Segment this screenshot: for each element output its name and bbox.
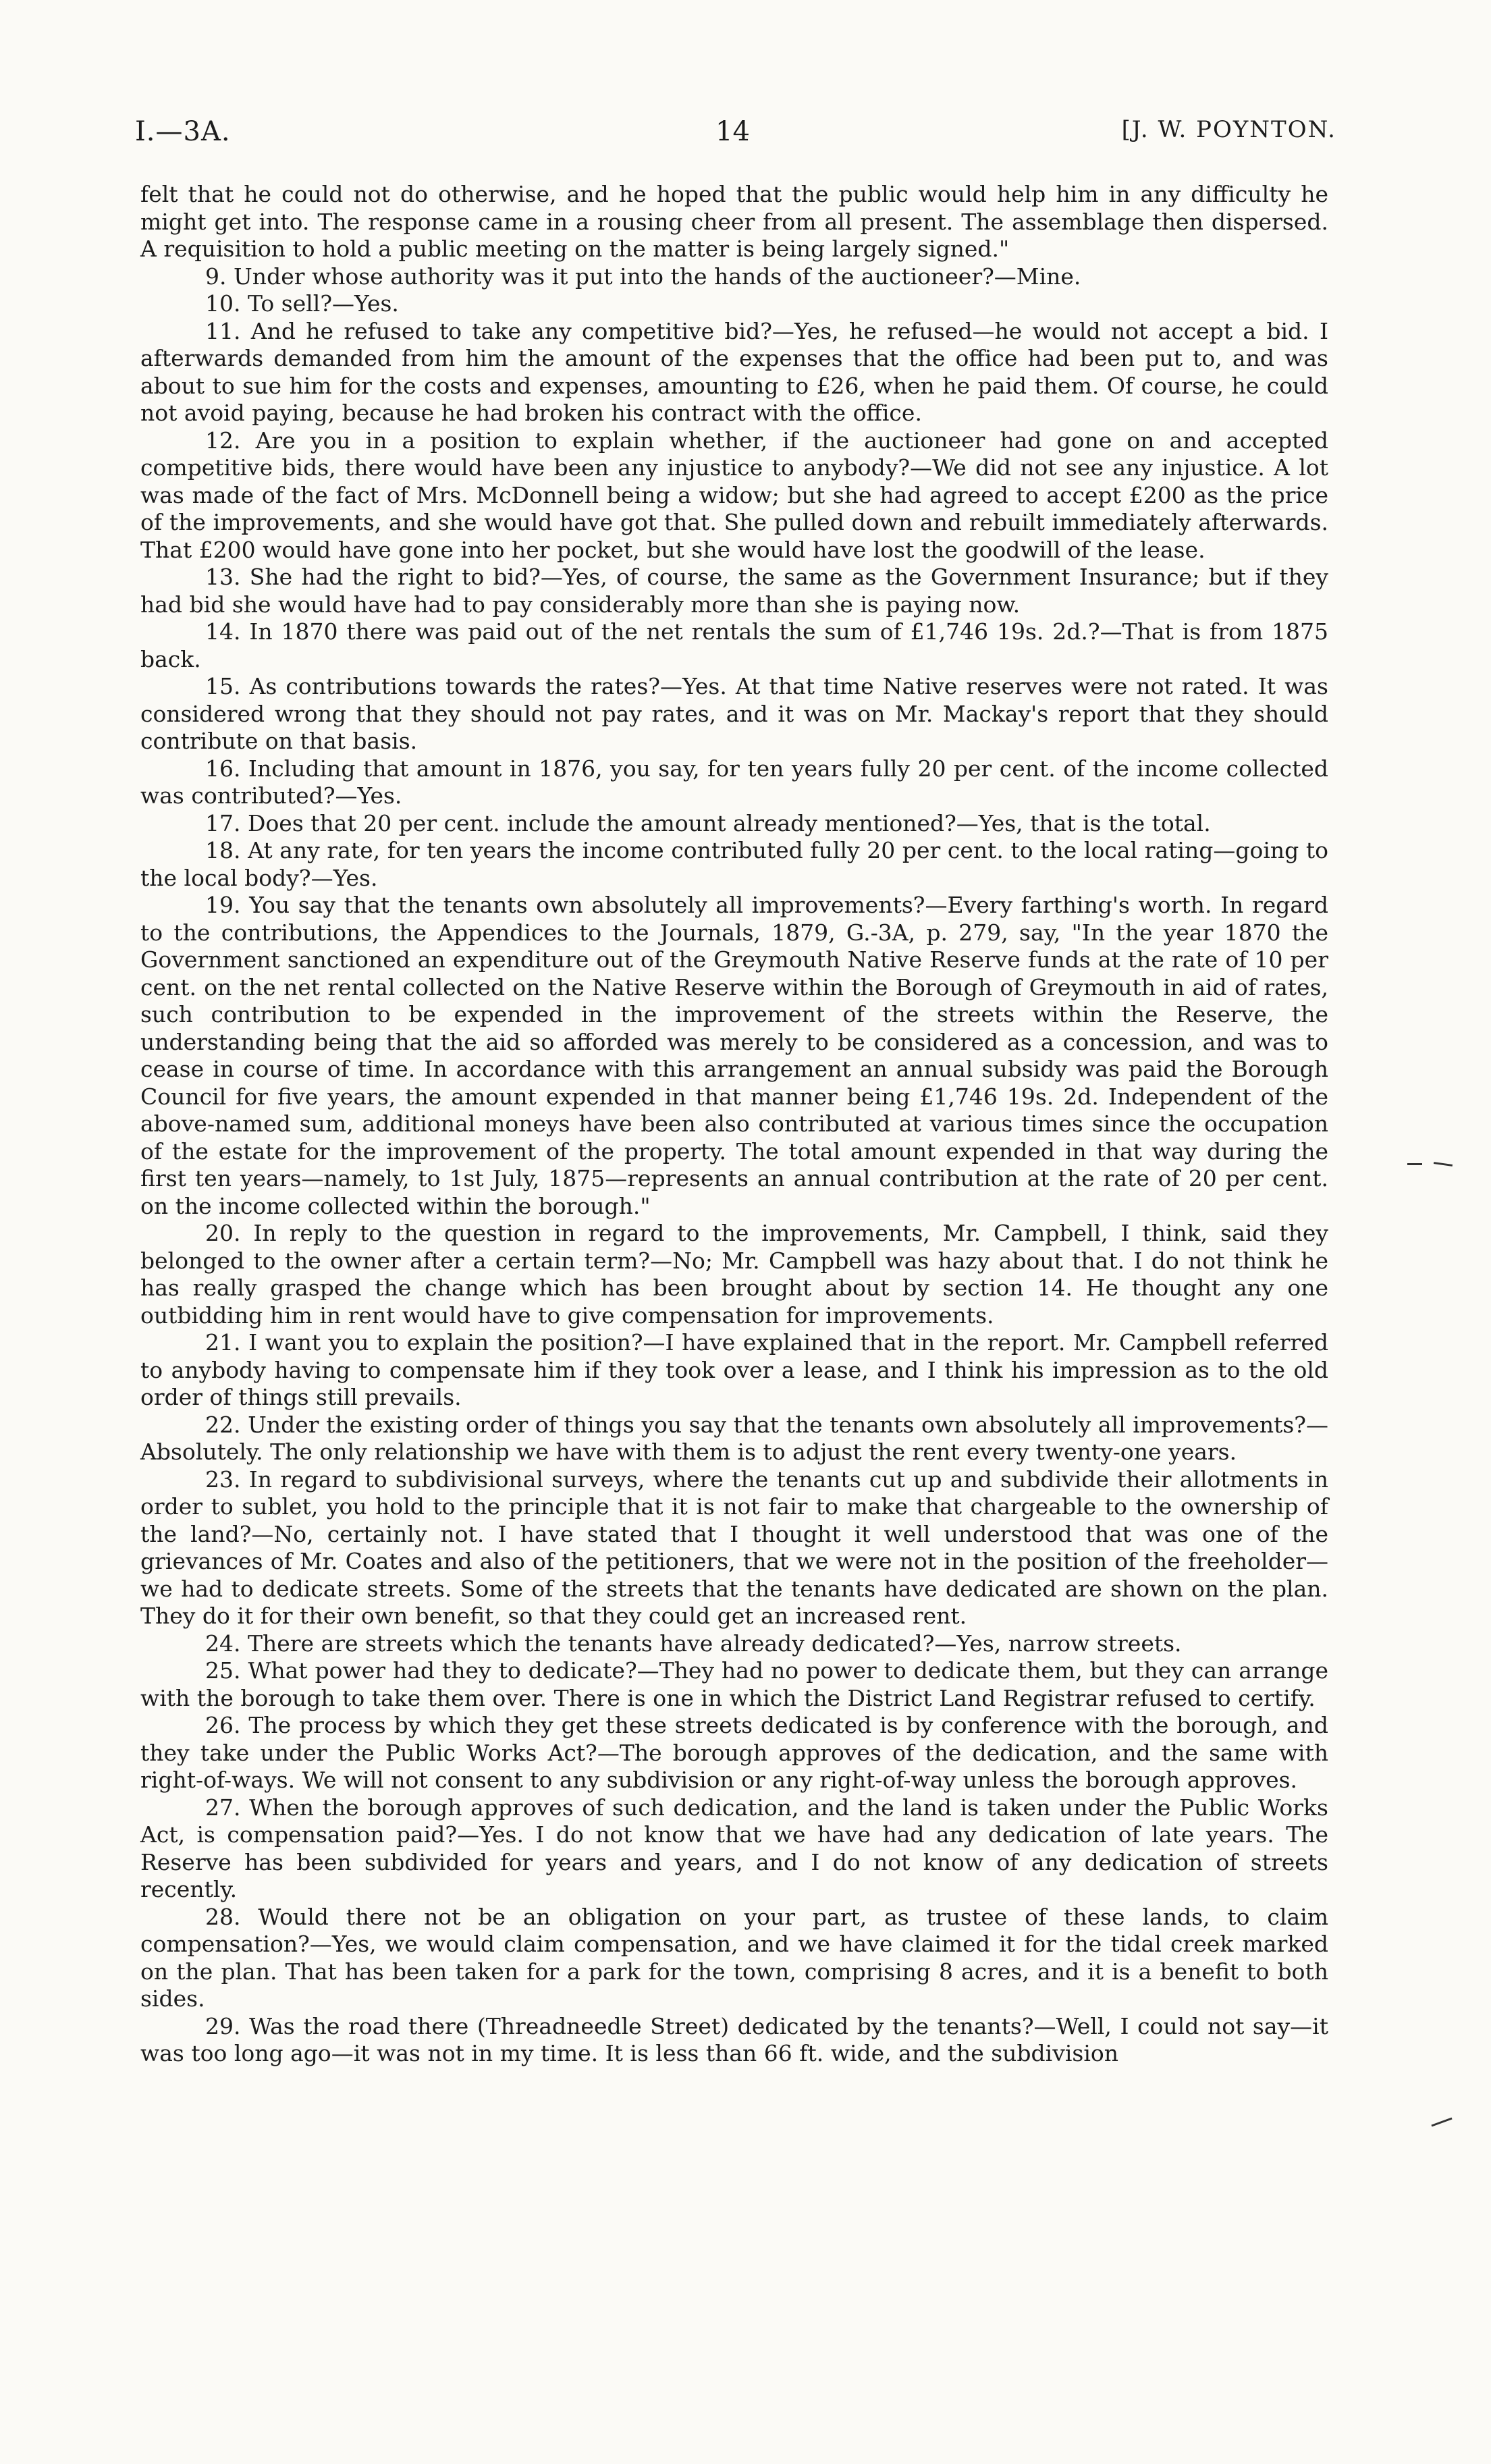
question-number: 25. [205, 1657, 241, 1684]
question-paragraph [140, 1630, 1328, 1658]
question-paragraph [140, 2013, 1328, 2068]
question-number: 14. [205, 618, 241, 645]
question-text: In regard to subdivisional surveys, where the tenants cut up and subdivide their allotments in order to sublet, you hold to the principle that it is not fair to make that chargeable to the ownership of the land?—No, certainly not. I have stated that I thought it well understood that was one of the grievances of Mr. Coates and also of the petitioners, that we were not in the position of the freeholder—we had to dedicate streets. Some of the streets that the tenants have dedicated are shown on the plan. They do it for their own benefit, so that they could get an increased rent. [140, 1466, 1328, 1629]
page-number: 14 [715, 116, 750, 147]
question-number: 9. [205, 263, 227, 290]
question-paragraph [140, 1412, 1328, 1466]
question-text: Under the existing order of things you say that the tenants own absolutely all improvements?—Absolutely. The only relationship we have with them is to adjust the rent every twenty-one years. [140, 1411, 1328, 1465]
question-paragraph [140, 892, 1328, 1220]
question-paragraph [140, 837, 1328, 892]
question-number: 13. [205, 564, 241, 590]
question-number: 26. [205, 1712, 241, 1738]
witness-name: [J. W. POYNTON. [1121, 116, 1336, 143]
question-paragraph [140, 810, 1328, 838]
question-text: I want you to explain the position?—I have explained that in the report. Mr. Campbell referred to anybody having to compensate him if they took over a lease, and I think his impression as to the old order of things still prevails. [140, 1329, 1328, 1410]
parliamentary-paper-reference: I.—3A. [135, 116, 231, 147]
margin-mark [1434, 1162, 1453, 1167]
question-text: When the borough approves of such dedication, and the land is taken under the Public Works Act, is compensation paid?—Yes. I do not know that we have had any dedication of late years. The Reserve has been subdivided for years and years, and I do not know of any dedication of streets recently. [140, 1794, 1328, 1902]
question-text: What power had they to dedicate?—They had no power to dedicate them, but they can arrange with the borough to take them over. There is one in which the District Land Registrar refused to certify. [140, 1657, 1328, 1711]
question-number: 17. [205, 809, 241, 836]
question-paragraph [140, 290, 1328, 318]
question-number: 29. [205, 2012, 241, 2039]
question-paragraph [140, 1329, 1328, 1412]
question-number: 28. [205, 1903, 241, 1930]
question-number: 22. [205, 1411, 241, 1438]
page-header [135, 116, 1336, 157]
question-paragraph [140, 1794, 1328, 1904]
question-number: 11. [205, 317, 241, 344]
question-number: 20. [205, 1220, 241, 1246]
question-text: Under whose authority was it put into the hands of the auctioneer?—Mine. [234, 263, 1081, 290]
question-text: In reply to the question in regard to the improvements, Mr. Campbell, I think, said they belonged to the owner after a certain term?—No; Mr. Campbell was hazy about that. I do not think he has really grasped the change which has been brought about by section 14. He thought any one outbidding him in rent would have to give compensation for improvements. [140, 1220, 1328, 1329]
question-text: You say that the tenants own absolutely all improvements?—Every farthing's worth. In regard to the contributions, the Appendices to the Journals, 1879, G.-3A, p. 279, say, "In the year 1870 the Government sanctioned an expenditure out of the Greymouth Native Reserve funds at the rate of 10 per cent. on the net rental collected on the Native Reserve within the Borough of Greymouth in aid of rates, such contribution to be expended in the improvement of the streets within the Reserve, the understanding being that the aid so afforded was merely to be considered as a concession, and was to cease in course of time. In accordance with this arrangement an annual subsidy was paid the Borough Council for five years, the amount expended in that manner being £1,746 19s. 2d. Independent of the above-named sum, additional moneys have been also contributed at various times since the occupation of the estate for the improvement of the property. The total amount expended in that way during the first ten years—namely, to 1st July, 1875—represents an annual contribution at the rate of 20 per cent. on the income collected within the borough." [140, 892, 1328, 1219]
question-text: Was the road there (Threadneedle Street) dedicated by the tenants?—Well, I could not say—it was too long ago—it was not in my time. It is less than 66 ft. wide, and the subdivision [140, 2012, 1328, 2066]
question-text: There are streets which the tenants have already dedicated?—Yes, narrow streets. [247, 1630, 1182, 1657]
question-number: 27. [205, 1794, 241, 1821]
question-text: The process by which they get these streets dedicated is by conference with the borough, and they take under the Public Works Act?—The borough approves of the dedication, and the same with right-of-ways. We will not consent to any subdivision or any right-of-way unless the borough approves. [140, 1712, 1328, 1793]
question-number: 24. [205, 1630, 241, 1657]
question-number: 12. [205, 427, 241, 454]
opening-paragraph: felt that he could not do otherwise, and he hoped that the public would help him in any difficulty he might get into. The response came in a rousing cheer from all present. The assemblage then dispersed. A requisition to hold a public meeting on the matter is being largely signed." [140, 181, 1328, 262]
question-text: In 1870 there was paid out of the net rentals the sum of £1,746 19s. 2d.?—That is from 1875 back. [140, 618, 1328, 672]
question-answer-list [140, 263, 1328, 2068]
question-number: 15. [205, 673, 241, 699]
question-paragraph [140, 1657, 1328, 1712]
question-text: To sell?—Yes. [247, 290, 399, 317]
question-text: She had the right to bid?—Yes, of course, the same as the Government Insurance; but if they had bid she would have had to pay considerably more than she is paying now. [140, 564, 1328, 618]
question-number: 10. [205, 290, 241, 317]
document-body [140, 181, 1328, 2068]
question-paragraph [140, 618, 1328, 673]
question-text: As contributions towards the rates?—Yes. At that time Native reserves were not rated. It was considered wrong that they should not pay rates, and it was on Mr. Mackay's report that they should contribute on that basis. [140, 673, 1328, 754]
question-paragraph [140, 1466, 1328, 1630]
question-number: 21. [205, 1329, 241, 1356]
question-paragraph [140, 1220, 1328, 1329]
question-text: Would there not be an obligation on your part, as trustee of these lands, to claim compensation?—Yes, we would claim compensation, and we have claimed it for the tidal creek marked on the plan. That has been taken for a park for the town, comprising 8 acres, and it is a benefit to both sides. [140, 1903, 1328, 2012]
question-paragraph [140, 755, 1328, 810]
question-text: Does that 20 per cent. include the amount already mentioned?—Yes, that is the total. [247, 809, 1211, 836]
margin-mark [1407, 1163, 1422, 1165]
question-number: 23. [205, 1466, 241, 1493]
margin-mark [1431, 2118, 1452, 2127]
question-number: 16. [205, 755, 241, 782]
question-text: And he refused to take any competitive bid?—Yes, he refused—he would not accept a bid. I afterwards demanded from him the amount of the expenses that the office had been put to, and was about to sue him for the costs and expenses, amounting to £26, when he paid them. Of course, he could not avoid paying, because he had broken his contract with the office. [140, 317, 1328, 426]
question-text: At any rate, for ten years the income contributed fully 20 per cent. to the local rating—going to the local body?—Yes. [140, 837, 1328, 891]
question-paragraph [140, 318, 1328, 427]
question-number: 19. [205, 892, 241, 918]
question-paragraph [140, 427, 1328, 564]
question-paragraph [140, 673, 1328, 755]
question-number: 18. [205, 837, 241, 863]
question-paragraph [140, 1712, 1328, 1794]
question-paragraph [140, 1904, 1328, 2013]
question-text: Including that amount in 1876, you say, for ten years fully 20 per cent. of the income collected was contributed?—Yes. [140, 755, 1328, 809]
question-paragraph [140, 263, 1328, 291]
question-text: Are you in a position to explain whether, if the auctioneer had gone on and accepted competitive bids, there would have been any injustice to anybody?—We did not see any injustice. A lot was made of the fact of Mrs. McDonnell being a widow; but she had agreed to accept £200 as the price of the improvements, and she would have got that. She pulled down and rebuilt immediately afterwards. That £200 would have gone into her pocket, but she would have lost the goodwill of the lease. [140, 427, 1328, 563]
question-paragraph [140, 564, 1328, 618]
